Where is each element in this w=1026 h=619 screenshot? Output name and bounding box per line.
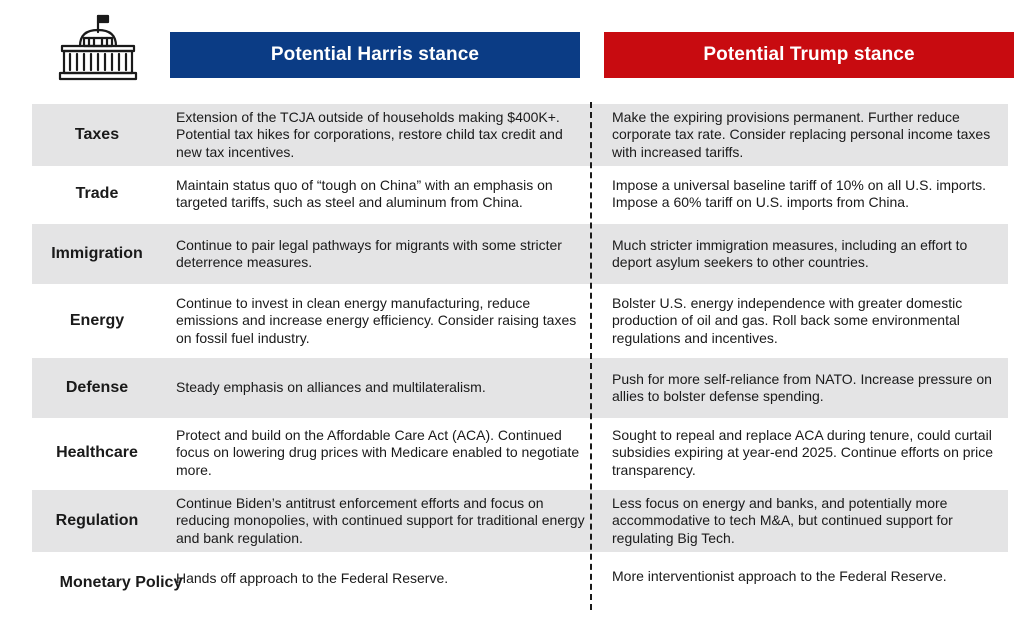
row-immigration <box>32 224 1008 284</box>
trump-text: Impose a universal baseline tariff of 10% on all U.S. imports. Impose a 60% tariff on U.S. imports from China. <box>612 176 987 210</box>
harris-cell <box>176 420 588 486</box>
row-regulation <box>32 490 1008 552</box>
trump-text: Much stricter immigration measures, including an effort to deport asylum seekers to other countries. <box>612 236 968 270</box>
row-energy <box>32 286 1008 356</box>
row-label: Taxes <box>74 126 120 143</box>
row-taxes <box>32 104 1008 166</box>
harris-text: Continue to invest in clean energy manufacturing, reduce emissions and increase energy efficiency. Consider raising taxes on fossil fuel industry. <box>176 294 577 346</box>
trump-cell <box>612 104 1008 166</box>
trump-header: Potential Trump stance <box>604 32 1014 78</box>
row-label: Immigration <box>51 245 143 262</box>
harris-text: Maintain status quo of “tough on China” with an emphasis on targeted tariffs, such as steel and aluminum from China. <box>176 176 553 210</box>
trump-cell <box>612 420 1008 486</box>
row-defense <box>32 358 1008 418</box>
trump-text: Sought to repeal and replace ACA during tenure, could curtail subsidies expiring at year-end 2025. Continue efforts on price transparency. <box>612 426 994 478</box>
harris-text: Hands off approach to the Federal Reserve. <box>176 570 449 586</box>
harris-cell <box>176 556 588 610</box>
trump-cell <box>612 490 1008 552</box>
trump-cell <box>612 358 1008 418</box>
column-divider <box>590 102 592 610</box>
harris-text: Protect and build on the Affordable Care Act (ACA). Continued focus on lowering drug prices with Medicare enabled to negotiate more. <box>176 426 580 478</box>
row-label: Healthcare <box>56 444 138 461</box>
harris-cell <box>176 104 588 166</box>
harris-text: Continue Biden’s antitrust enforcement efforts and focus on reducing monopolies, with continued support for traditional energy and bank regulation. <box>176 494 585 546</box>
row-healthcare <box>32 420 1008 486</box>
trump-text: Push for more self-reliance from NATO. Increase pressure on allies to bolster defense spending. <box>612 370 992 404</box>
harris-cell <box>176 358 588 418</box>
row-label: Regulation <box>55 512 139 529</box>
trump-cell <box>612 286 1008 356</box>
harris-cell <box>176 286 588 356</box>
row-label: Defense <box>65 379 129 396</box>
trump-cell <box>612 556 1008 610</box>
harris-text: Extension of the TCJA outside of households making $400K+. Potential tax hikes for corporations, restore child tax credit and new tax incentives. <box>176 108 563 160</box>
trump-text: Bolster U.S. energy independence with greater domestic production of oil and gas. Roll back some environmental regulations and incentives. <box>612 294 963 346</box>
row-label: Energy <box>69 312 125 329</box>
harris-cell <box>176 166 588 222</box>
harris-text: Continue to pair legal pathways for migrants with some stricter deterrence measures. <box>176 236 562 270</box>
trump-text: Less focus on energy and banks, and potentially more accommodative to tech M&A, but continued support for regulating Big Tech. <box>612 494 953 546</box>
row-label: Trade <box>75 185 119 202</box>
trump-cell <box>612 224 1008 284</box>
harris-cell <box>176 490 588 552</box>
harris-text: Steady emphasis on alliances and multilateralism. <box>176 379 486 396</box>
trump-text: More interventionist approach to the Federal Reserve. <box>612 568 947 584</box>
trump-cell <box>612 166 1008 222</box>
harris-cell <box>176 224 588 284</box>
capitol-building-icon <box>58 12 138 84</box>
harris-header: Potential Harris stance <box>170 32 580 78</box>
trump-text: Make the expiring provisions permanent. Further reduce corporate tax rate. Consider replacing personal income taxes with increased tariffs. <box>612 108 991 160</box>
row-monetary-policy <box>32 556 1008 610</box>
row-label: Monetary Policy <box>59 574 183 591</box>
row-trade <box>32 166 1008 222</box>
